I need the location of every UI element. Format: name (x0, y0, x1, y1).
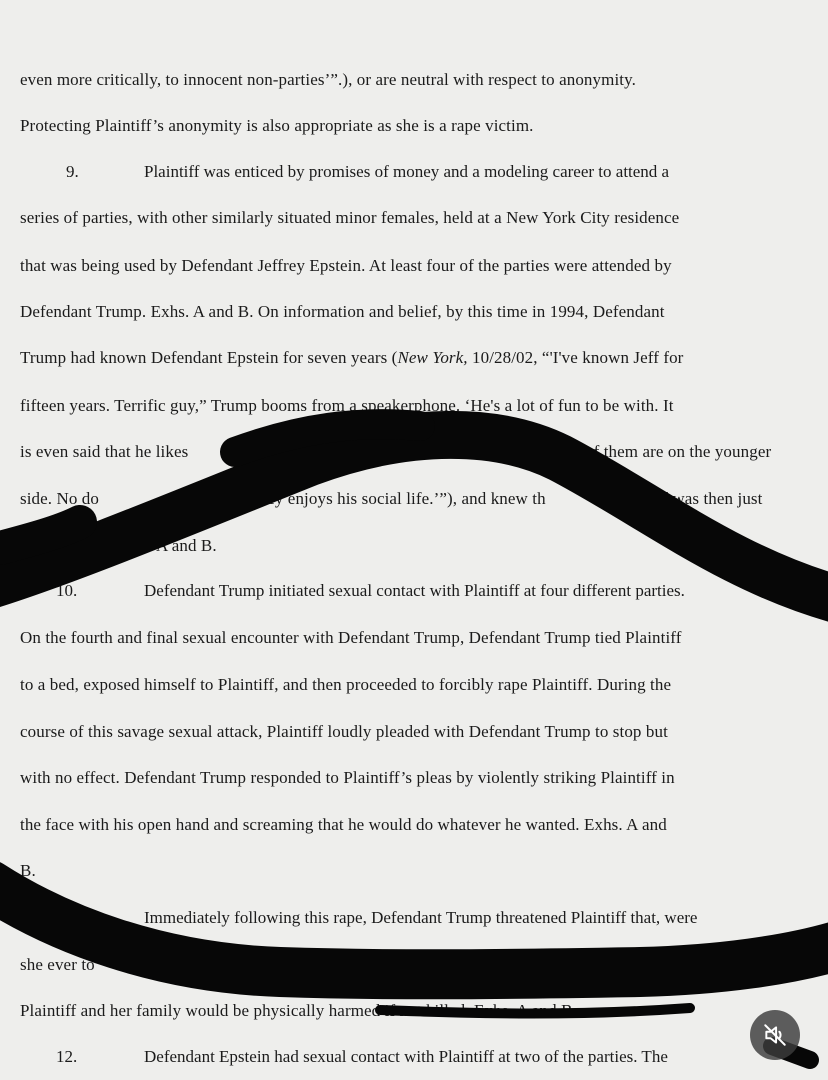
text-line-partial: side. No do (20, 489, 100, 508)
text-fragment: iff was then just (652, 489, 763, 508)
text-line: fifteen years. Terrific guy,” Trump booms from a speakerphone. ‘He's a lot of fun to be with. It (20, 396, 674, 415)
paragraph-12-first-line: Defendant Epstein had sexual contact with Plaintiff at two of the parties. The (144, 1047, 668, 1066)
text-line: Plaintiff and her family would be physically harmed if not killed. Exhs. A and B. (20, 1001, 577, 1020)
text-line: even more critically, to innocent non-parties’”.), or are neutral with respect to anonymity. (20, 70, 636, 89)
text-fragment: of them are on the younger (585, 442, 772, 461)
speaker-muted-icon (762, 1022, 788, 1048)
paragraph-11-first-line: Immediately following this rape, Defendant Trump threatened Plaintiff that, were (144, 908, 698, 927)
mute-button[interactable] (750, 1010, 800, 1060)
paragraph-number-12: 12. (56, 1047, 78, 1066)
text-line: On the fourth and final sexual encounter with Defendant Trump, Defendant Trump tied Plaintiff (20, 628, 682, 647)
paragraph-number-10: 10. (56, 581, 78, 600)
text-segment: Trump had known Defendant Epstein for seven years ( (20, 348, 398, 367)
text-line-partial: is even said that he likes (20, 442, 189, 461)
text-line: the face with his open hand and screaming that he would do whatever he wanted. Exhs. A and (20, 815, 667, 834)
text-fragment: sexual and physical abuse of her by Defendant Trump, (376, 955, 752, 974)
paragraph-number-9: 9. (66, 162, 79, 181)
text-segment: 10/28/02, “'I've known Jeff for (467, 348, 684, 367)
text-line: series of parties, with other similarly situated minor females, held at a New York City residence (20, 208, 680, 227)
text-line: that was being used by Defendant Jeffrey Epstein. At least four of the parties were attended by (20, 256, 672, 275)
text-line: Protecting Plaintiff’s anonymity is also appropriate as she is a rape victim. (20, 116, 534, 135)
citation-italic: New York, (397, 348, 468, 367)
text-fragment: s old. Exhs. A and B. (72, 536, 217, 555)
text-line: course of this savage sexual attack, Plaintiff loudly pleaded with Defendant Trump to stop but (20, 722, 668, 741)
paragraph-9-first-line: Plaintiff was enticed by promises of money and a modeling career to attend a (144, 162, 670, 181)
paragraph-10-first-line: Defendant Trump initiated sexual contact with Plaintiff at four different parties. (144, 581, 685, 600)
text-line: with no effect. Defendant Trump responded to Plaintiff’s pleas by violently striking Plaintiff in (20, 768, 675, 787)
text-line-partial: she ever to (20, 955, 95, 974)
text-fragment: it -- Jeffrey enjoys his social life.’”), and knew th (206, 489, 546, 508)
text-line: Defendant Trump. Exhs. A and B. On information and belief, by this time in 1994, Defendant (20, 302, 665, 321)
text-line (20, 348, 683, 368)
text-line: B. (20, 861, 36, 880)
text-line: to a bed, exposed himself to Plaintiff, and then proceeded to forcibly rape Plaintiff. During the (20, 675, 672, 694)
text-fragment: as much as I do, (362, 442, 474, 461)
